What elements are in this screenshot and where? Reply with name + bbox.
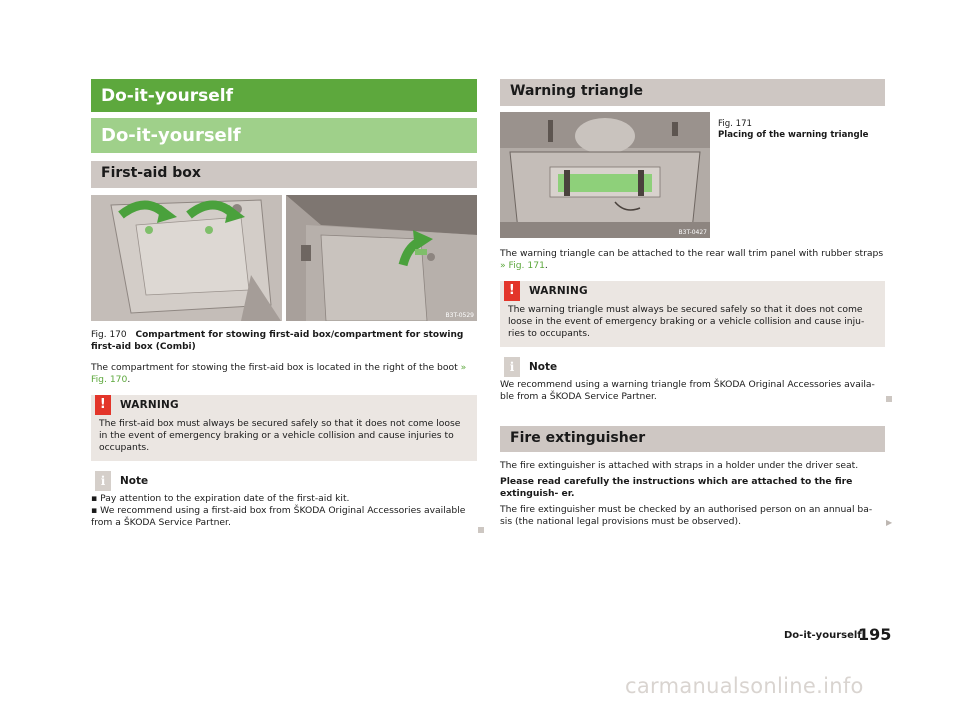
warning-label: WARNING — [529, 285, 588, 297]
figure-171-code: B3T-0427 — [678, 229, 707, 236]
note-label: Note — [529, 361, 558, 373]
figure-170-number: Fig. 170 — [91, 330, 127, 340]
triangle-note-header — [500, 357, 885, 377]
triangle-warning-box — [500, 281, 885, 347]
first-aid-fig-link[interactable]: » Fig. 170 — [91, 362, 467, 385]
warning-triangle-illustration — [500, 112, 710, 238]
chapter-title: Do-it-yourself — [91, 79, 477, 112]
warning-triangle-fig-link[interactable]: » Fig. 171 — [500, 260, 545, 271]
subsection-title-first-aid: First-aid box — [91, 161, 477, 188]
subsection-title-warning-triangle: Warning triangle — [500, 79, 885, 106]
first-aid-warning-header — [91, 395, 477, 415]
figure-171-caption — [710, 112, 868, 238]
first-aid-warning-box — [91, 395, 477, 461]
watermark: carmanualsonline.info — [625, 674, 864, 698]
first-aid-note-header — [91, 471, 477, 491]
fire-para-1: The fire extinguisher is attached with straps in a holder under the driver seat. — [500, 460, 859, 471]
left-column — [91, 79, 477, 529]
note-label: Note — [120, 475, 149, 487]
footer-section-label: Do-it-yourself — [784, 630, 862, 641]
first-aid-compartment-illustration — [91, 195, 477, 321]
first-aid-body-text: The compartment for stowing the first-aid box is located in the right of the boot — [91, 362, 458, 373]
info-icon: i — [95, 471, 111, 491]
warning-label: WARNING — [120, 399, 179, 411]
figure-170-code: B3T-0529 — [445, 312, 474, 319]
figure-171-image — [500, 112, 710, 238]
warning-exclamation-icon: ! — [504, 281, 520, 301]
section-end-marker — [886, 396, 892, 402]
figure-170-title: Compartment for stowing first-aid box/compartment for stowing first-aid box (Combi) — [91, 330, 464, 352]
triangle-warning-header — [500, 281, 885, 301]
info-icon: i — [504, 357, 520, 377]
section-title: Do-it-yourself — [91, 118, 477, 153]
note-item-expiration: ▪ Pay attention to the expiration date of the first-aid kit. — [91, 493, 350, 504]
figure-171 — [500, 112, 885, 238]
right-column — [500, 79, 885, 528]
continue-arrow-icon: ▶ — [886, 518, 893, 527]
first-aid-warning-text: The first-aid box must always be secured safely so that it does not come loose in the event of emergency braking or a vehicle collision and cause injuries to occupants. — [99, 418, 461, 453]
warning-triangle-body: The warning triangle can be attached to the rear wall trim panel with rubber straps » Fig. 171. — [500, 248, 884, 271]
fire-para-2: Please read carefully the instructions which are attached to the fire extinguish- er. — [500, 476, 853, 499]
first-aid-note-list — [91, 493, 477, 529]
figure-170-image — [91, 195, 477, 321]
figure-171-number: Fig. 171 — [718, 119, 753, 129]
warning-exclamation-icon: ! — [95, 395, 111, 415]
fire-para-3: The fire extinguisher must be checked by an authorised person on an annual ba- sis (the national legal provisions must be observed). — [500, 504, 873, 527]
figure-171-title: Placing of the warning triangle — [718, 130, 869, 140]
triangle-note-text: We recommend using a warning triangle from ŠKODA Original Accessories availa- ble from a ŠKODA Service Partner. — [500, 379, 875, 402]
note-item-recommend: ▪ We recommend using a first-aid box from ŠKODA Original Accessories available from a ŠKODA Service Partner. — [91, 505, 466, 528]
triangle-warning-text: The warning triangle must always be secured safely so that it does not come loose in the event of emergency braking or a vehicle collision and cause inju- ries to occupants. — [508, 304, 865, 339]
figure-170-caption — [91, 329, 477, 353]
subsection-title-fire-extinguisher: Fire extinguisher — [500, 426, 885, 452]
warning-triangle-body-text: The warning triangle can be attached to the rear wall trim panel with rubber straps — [500, 248, 884, 259]
first-aid-body: The compartment for stowing the first-aid box is located in the right of the boot » Fig. 170. — [91, 362, 467, 385]
page-number: 195 — [858, 625, 892, 644]
section-end-marker — [478, 527, 484, 533]
